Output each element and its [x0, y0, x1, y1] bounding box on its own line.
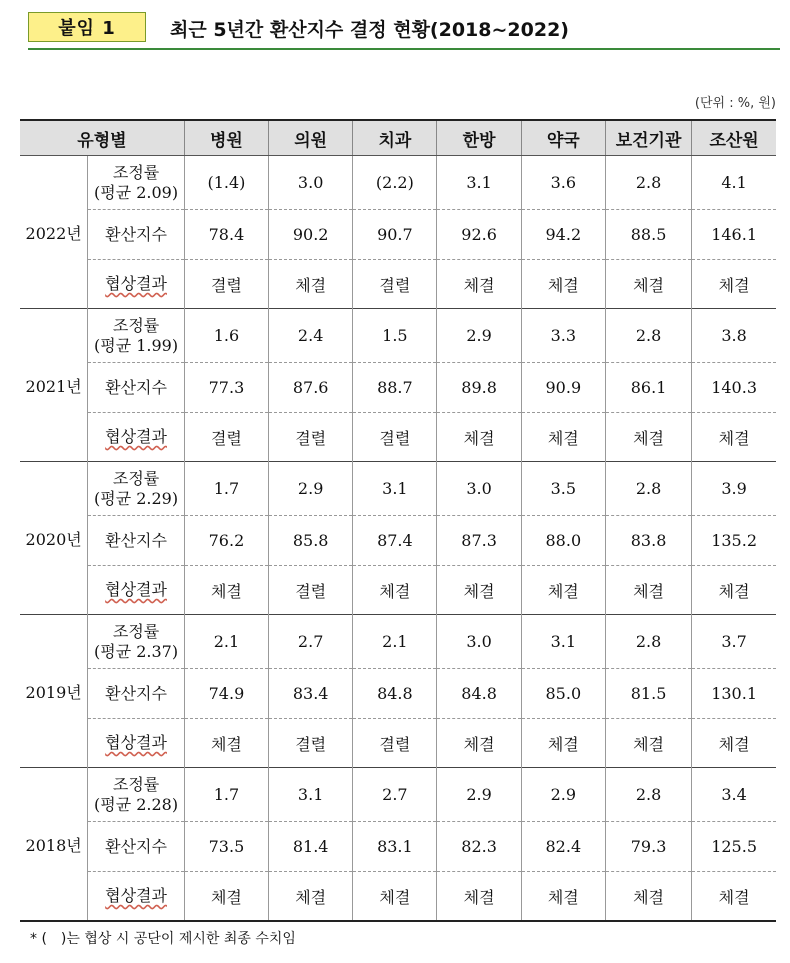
- adjust-rate-cell: 3.0: [437, 615, 521, 669]
- conversion-index-cell: 85.8: [269, 516, 353, 566]
- negotiation-result-cell: 결렬: [353, 260, 437, 309]
- corner-header: 유형별: [20, 120, 184, 156]
- conversion-index-cell: 89.8: [437, 363, 521, 413]
- negotiation-result-cell: 체결: [692, 566, 776, 615]
- unit-note: (단위 : %, 원): [694, 96, 776, 111]
- negotiation-result-cell: 체결: [521, 413, 605, 462]
- table-row: [20, 413, 776, 462]
- adjust-rate-cell: 2.8: [605, 156, 691, 210]
- table-row: [20, 260, 776, 309]
- header: [20, 12, 780, 50]
- table-row: [20, 669, 776, 719]
- negotiation-result-label: [88, 566, 185, 615]
- table-row: [20, 719, 776, 768]
- conversion-index-cell: 85.0: [521, 669, 605, 719]
- negotiation-result-cell: 체결: [353, 566, 437, 615]
- conversion-index-cell: 82.3: [437, 822, 521, 872]
- conversion-index-cell: 94.2: [521, 210, 605, 260]
- conversion-index-cell: 130.1: [692, 669, 776, 719]
- negotiation-result-cell: 결렬: [184, 260, 268, 309]
- table-row: [20, 516, 776, 566]
- negotiation-result-cell: 체결: [605, 413, 691, 462]
- conversion-index-cell: 90.2: [269, 210, 353, 260]
- conversion-index-cell: 84.8: [353, 669, 437, 719]
- conversion-index-cell: 78.4: [184, 210, 268, 260]
- conversion-index-cell: 90.9: [521, 363, 605, 413]
- column-header: 한방: [437, 120, 521, 156]
- adjust-rate-cell: 2.1: [184, 615, 268, 669]
- adjust-rate-cell: 3.1: [269, 768, 353, 822]
- page-title: 최근 5년간 환산지수 결정 현황(2018~2022): [170, 19, 569, 41]
- conversion-index-cell: 86.1: [605, 363, 691, 413]
- negotiation-result-cell: 체결: [184, 566, 268, 615]
- negotiation-result-label-text: 협상결과: [105, 886, 167, 905]
- negotiation-result-cell: 체결: [521, 872, 605, 922]
- table-header-row: [20, 120, 776, 156]
- negotiation-result-cell: 체결: [184, 872, 268, 922]
- conversion-index-label: 환산지수: [88, 210, 185, 260]
- conversion-index-label: 환산지수: [88, 669, 185, 719]
- negotiation-result-label: [88, 413, 185, 462]
- average-rate: (평균 2.28): [94, 794, 179, 814]
- column-header: 의원: [269, 120, 353, 156]
- adjust-rate-label: [88, 156, 185, 210]
- negotiation-result-cell: 체결: [269, 260, 353, 309]
- conversion-index-cell: 88.7: [353, 363, 437, 413]
- adjust-rate-cell: 3.7: [692, 615, 776, 669]
- adjust-rate-cell: 2.9: [437, 768, 521, 822]
- negotiation-result-cell: 체결: [692, 413, 776, 462]
- conversion-index-cell: 83.1: [353, 822, 437, 872]
- average-rate: (평균 1.99): [94, 335, 179, 355]
- conversion-index-cell: 87.4: [353, 516, 437, 566]
- conversion-index-cell: 146.1: [692, 210, 776, 260]
- conversion-index-cell: 73.5: [184, 822, 268, 872]
- year-cell: 2022년: [20, 156, 88, 309]
- table-row: [20, 363, 776, 413]
- conversion-index-cell: 82.4: [521, 822, 605, 872]
- negotiation-result-cell: 체결: [521, 719, 605, 768]
- conversion-index-cell: 90.7: [353, 210, 437, 260]
- negotiation-result-label: [88, 719, 185, 768]
- negotiation-result-cell: 체결: [269, 872, 353, 922]
- table-row: [20, 156, 776, 210]
- conversion-index-label: 환산지수: [88, 363, 185, 413]
- negotiation-result-cell: 체결: [605, 719, 691, 768]
- adjust-rate-label: [88, 462, 185, 516]
- average-rate: (평균 2.29): [94, 488, 179, 508]
- conversion-index-cell: 74.9: [184, 669, 268, 719]
- negotiation-result-cell: 체결: [437, 413, 521, 462]
- conversion-index-cell: 87.6: [269, 363, 353, 413]
- adjust-rate-cell: 2.4: [269, 309, 353, 363]
- column-header: 병원: [184, 120, 268, 156]
- table-row: [20, 872, 776, 922]
- negotiation-result-cell: 체결: [692, 260, 776, 309]
- negotiation-result-cell: 체결: [437, 719, 521, 768]
- conversion-index-cell: 76.2: [184, 516, 268, 566]
- negotiation-result-cell: 체결: [692, 872, 776, 922]
- negotiation-result-cell: 결렬: [269, 566, 353, 615]
- adjust-rate-cell: 2.9: [521, 768, 605, 822]
- adjust-rate-label: [88, 768, 185, 822]
- conversion-index-cell: 92.6: [437, 210, 521, 260]
- year-cell: 2018년: [20, 768, 88, 922]
- adjust-rate-cell: 4.1: [692, 156, 776, 210]
- adjust-rate-cell: 3.5: [521, 462, 605, 516]
- adjust-rate-label: [88, 309, 185, 363]
- column-header: 치과: [353, 120, 437, 156]
- table-row: [20, 822, 776, 872]
- negotiation-result-cell: 체결: [437, 260, 521, 309]
- adjust-rate-label-text: 조정률: [112, 774, 160, 794]
- negotiation-result-cell: 결렬: [353, 719, 437, 768]
- conversion-index-label: 환산지수: [88, 516, 185, 566]
- average-rate: (평균 2.09): [94, 182, 179, 202]
- negotiation-result-cell: 체결: [692, 719, 776, 768]
- conversion-index-cell: 81.5: [605, 669, 691, 719]
- negotiation-result-cell: 결렬: [269, 719, 353, 768]
- adjust-rate-cell: 2.8: [605, 309, 691, 363]
- adjust-rate-cell: 3.3: [521, 309, 605, 363]
- negotiation-result-cell: 체결: [605, 260, 691, 309]
- attachment-tag: 붙임 1: [28, 12, 146, 42]
- adjust-rate-cell: 2.1: [353, 615, 437, 669]
- table-row: [20, 309, 776, 363]
- adjust-rate-label-text: 조정률: [112, 621, 160, 641]
- negotiation-result-label: [88, 872, 185, 922]
- adjust-rate-label-text: 조정률: [112, 468, 160, 488]
- adjust-rate-cell: 1.7: [184, 462, 268, 516]
- negotiation-result-label-text: 협상결과: [105, 427, 167, 446]
- column-header: 조산원: [692, 120, 776, 156]
- average-rate: (평균 2.37): [94, 641, 179, 661]
- adjust-rate-cell: (1.4): [184, 156, 268, 210]
- adjust-rate-cell: 1.5: [353, 309, 437, 363]
- adjust-rate-label-text: 조정률: [112, 162, 160, 182]
- column-header: 보건기관: [605, 120, 691, 156]
- conversion-index-cell: 87.3: [437, 516, 521, 566]
- negotiation-result-cell: 체결: [521, 566, 605, 615]
- table-row: [20, 566, 776, 615]
- conversion-index-label: 환산지수: [88, 822, 185, 872]
- adjust-rate-cell: 3.9: [692, 462, 776, 516]
- conversion-index-cell: 88.0: [521, 516, 605, 566]
- table-row: [20, 462, 776, 516]
- conversion-index-cell: 140.3: [692, 363, 776, 413]
- table-row: [20, 615, 776, 669]
- adjust-rate-cell: (2.2): [353, 156, 437, 210]
- negotiation-result-cell: 결렬: [184, 413, 268, 462]
- conversion-index-cell: 79.3: [605, 822, 691, 872]
- conversion-index-cell: 81.4: [269, 822, 353, 872]
- adjust-rate-label-text: 조정률: [112, 315, 160, 335]
- adjust-rate-label: [88, 615, 185, 669]
- conversion-index-cell: 135.2: [692, 516, 776, 566]
- adjust-rate-cell: 3.1: [353, 462, 437, 516]
- adjust-rate-cell: 3.6: [521, 156, 605, 210]
- negotiation-result-cell: 체결: [605, 872, 691, 922]
- negotiation-result-label-text: 협상결과: [105, 580, 167, 599]
- adjust-rate-cell: 2.8: [605, 462, 691, 516]
- negotiation-result-cell: 결렬: [353, 413, 437, 462]
- conversion-index-cell: 83.4: [269, 669, 353, 719]
- footnote: * ( )는 협상 시 공단이 제시한 최종 수치임: [30, 931, 296, 947]
- conversion-index-cell: 83.8: [605, 516, 691, 566]
- negotiation-result-cell: 결렬: [269, 413, 353, 462]
- negotiation-result-label-text: 협상결과: [105, 733, 167, 752]
- negotiation-result-cell: 체결: [184, 719, 268, 768]
- adjust-rate-cell: 3.4: [692, 768, 776, 822]
- conversion-index-cell: 125.5: [692, 822, 776, 872]
- year-cell: 2020년: [20, 462, 88, 615]
- conversion-index-cell: 77.3: [184, 363, 268, 413]
- adjust-rate-cell: 1.6: [184, 309, 268, 363]
- year-cell: 2021년: [20, 309, 88, 462]
- table-body: [20, 156, 776, 922]
- conversion-index-cell: 84.8: [437, 669, 521, 719]
- negotiation-result-label: [88, 260, 185, 309]
- adjust-rate-cell: 3.1: [437, 156, 521, 210]
- adjust-rate-cell: 3.0: [269, 156, 353, 210]
- negotiation-result-cell: 체결: [437, 566, 521, 615]
- negotiation-result-cell: 체결: [521, 260, 605, 309]
- adjust-rate-cell: 2.9: [437, 309, 521, 363]
- negotiation-result-label-text: 협상결과: [105, 274, 167, 293]
- negotiation-result-cell: 체결: [437, 872, 521, 922]
- year-cell: 2019년: [20, 615, 88, 768]
- adjust-rate-cell: 2.8: [605, 615, 691, 669]
- conversion-index-cell: 88.5: [605, 210, 691, 260]
- adjust-rate-cell: 2.7: [269, 615, 353, 669]
- adjust-rate-cell: 2.8: [605, 768, 691, 822]
- table-row: [20, 768, 776, 822]
- adjust-rate-cell: 3.0: [437, 462, 521, 516]
- negotiation-result-cell: 체결: [605, 566, 691, 615]
- adjust-rate-cell: 2.9: [269, 462, 353, 516]
- title-underline: [28, 48, 780, 50]
- conversion-index-table: [20, 119, 776, 922]
- table-row: [20, 210, 776, 260]
- negotiation-result-cell: 체결: [353, 872, 437, 922]
- adjust-rate-cell: 2.7: [353, 768, 437, 822]
- column-header: 약국: [521, 120, 605, 156]
- adjust-rate-cell: 3.8: [692, 309, 776, 363]
- adjust-rate-cell: 1.7: [184, 768, 268, 822]
- adjust-rate-cell: 3.1: [521, 615, 605, 669]
